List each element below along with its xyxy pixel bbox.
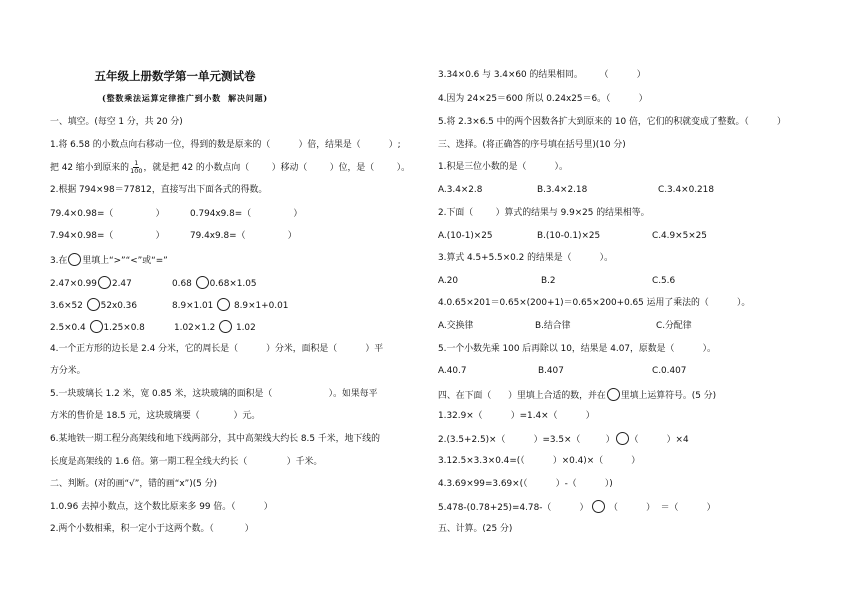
choice-3-options: A.20 B.2 C.5.6 [438,276,676,286]
section-judge-title: 二、判断。(对的画“√”，错的画“x”)(5 分) [50,479,217,489]
choice-5-options: A.40.7 B.407 C.0.407 [438,366,687,376]
question-2-row1: 79.4×0.98=（ ） 0.794x9.8=（ ） [50,209,303,219]
fill-2: 2.(3.5+2.5)×（ ）=3.5×（ ） （ ）×4 [438,432,689,444]
question-5b: 方米的售价是 18.5 元，这块玻璃要（ ）元。 [50,411,261,421]
choice-1: 1.积是三位小数的是（ ）。 [438,162,568,172]
question-6b: 长度是高架线的 1.6 倍。第一期工程全线大约长（ ）千米。 [50,457,323,467]
section-calculate-title: 五、计算。(25 分) [438,524,513,534]
circle-blank-icon [68,253,81,266]
judge-5: 5.将 2.3×6.5 中的两个因数各扩大到原来的 10 倍，它们的积就变成了整数。（ ） [438,117,786,127]
choice-2: 2.下面（ ）算式的结果与 9.9×25 的结果相等。 [438,208,650,218]
question-1a: 1.将 6.58 的小数点向右移动一位，得到的数是原来的（ ）倍，结果是（ ）; [50,140,401,150]
question-2-row2: 7.94×0.98=（ ） 79.4x9.8=（ ） [50,231,297,241]
compare-row-1: 2.47×0.99 2.47 0.68 0.68×1.05 [50,276,61,288]
judge-4: 4.因为 24×25＝600 所以 0.24x25＝6。（ ） [438,94,648,104]
fraction: $\frac{1}{100}$ [130,159,143,175]
compare-row-2: 3.6×52 52x0.36 8.9×1.01 8.9×1+0.01 [50,298,61,310]
question-4b: 方分米。 [50,366,86,376]
fill-5: 5.478-(0.78+25)=4.78-（ ） （ ） ＝（ ） [438,500,716,512]
fill-3: 3.12.5×3.3×0.4=(（ ）×0.4)×（ ） [438,456,641,466]
choice-4-options: A.交换律 B.结合律 C.分配律 [438,321,692,331]
choice-3: 3.算式 4.5+5.5×0.2 的结果是（ ）。 [438,253,613,263]
page-title: 五年级上册数学第一单元测试卷 [94,69,256,83]
question-1b: 把 42 缩小到原来的 $\frac{1}{100}$ ，就是把 42 的小数点向（ ）移动（ ）位，是（ ）。 [50,159,411,175]
compare-row-3: 2.5×0.4 1.25×0.8 1.02×1.2 1.02 [50,320,61,332]
section-fill-blank-title: 一、填空。(每空 1 分，共 20 分) [50,117,183,127]
circle-blank-icon [90,320,103,333]
circle-blank-icon [607,388,620,401]
section-fill-operator-title: 四、在下面（ ）里填上合适的数，并在 里填上运算符号。(5 分) [438,388,716,400]
choice-4: 4.0.65×201＝0.65×(200+1)＝0.65×200+0.65 运用了乘法的（ ）。 [438,298,751,308]
circle-blank-icon [196,276,209,289]
choice-1-options: A.3.4×2.8 B.3.4×2.18 C.3.4×0.218 [438,185,714,195]
fill-1: 1.32.9×（ ）=1.4×（ ） [438,411,595,421]
circle-blank-icon [219,320,232,333]
page-subtitle: (整数乘法运算定律推广到小数 解决问题) [102,93,268,103]
choice-2-options: A.(10-1)×25 B.(10-0.1)×25 C.4.9×5×25 [438,231,707,241]
judge-3: 3.34×0.6 与 3.4×60 的结果相同。 （ ） [438,70,646,80]
choice-5: 5.一个小数先乘 100 后再除以 10，结果是 4.07，原数是（ ）。 [438,344,716,354]
question-5a: 5.一块玻璃长 1.2 米，宽 0.85 米，这块玻璃的面积是（ ）。如果每平 [50,389,378,399]
circle-blank-icon [592,500,605,513]
section-choice-title: 三、选择。(将正确答的序号填在括号里)(10 分) [438,140,626,150]
circle-blank-icon [87,298,100,311]
judge-2: 2.两个小数相乘，积一定小于这两个数。（ ） [50,524,254,534]
circle-blank-icon [217,298,230,311]
question-4a: 4.一个正方形的边长是 2.4 分米，它的周长是（ ）分米，面积是（ ）平 [50,344,384,354]
circle-blank-icon [98,276,111,289]
question-3: 3.在 里填上“>”“<”或“=” [50,253,168,265]
question-6a: 6.某地铁一期工程分高架线和地下线两部分，其中高架线大约长 8.5 千米，地下线的 [50,434,380,444]
circle-blank-icon [616,432,629,445]
judge-1: 1.0.96 去掉小数点，这个数比原来多 99 倍。（ ） [50,502,273,512]
question-2: 2.根据 794×98＝77812，直接写出下面各式的得数。 [50,185,268,195]
fill-4: 4.3.69×99=3.69×(（ ）-（ ）) [438,479,613,489]
